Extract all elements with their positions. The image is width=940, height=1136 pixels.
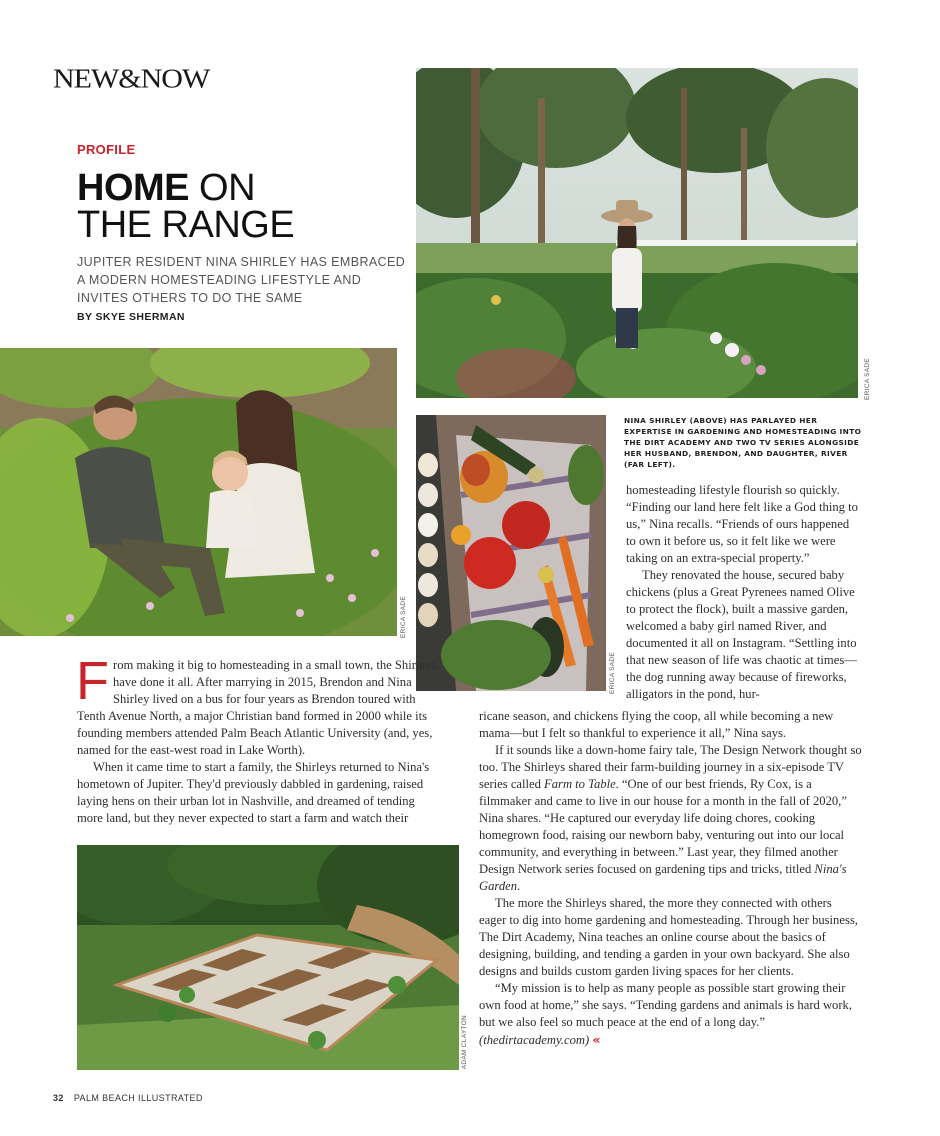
right-column-narrow: [626, 482, 862, 703]
page-number: 32: [53, 1093, 64, 1103]
article-headline: [77, 167, 295, 246]
article-dek: JUPITER RESIDENT NINA SHIRLEY HAS EMBRACED A MODERN HOMESTEADING LIFESTYLE AND INVITES OTHERS TO DO THE SAME: [77, 255, 406, 305]
credit-top-right: ERICA SADE: [864, 358, 871, 401]
photo-produce: [416, 415, 606, 691]
photo-garden-aerial: [77, 845, 459, 1070]
body-paragraph-4-continued: ricane season, and chickens flying the coop, all while becoming a new mama—but I felt so thankful to experience it all,” Nina says.: [479, 709, 834, 740]
right-column-wide: [479, 708, 862, 1049]
show-title-farm-to-table: Farm to Table: [544, 777, 616, 791]
website-link[interactable]: (thedirtacademy.com): [479, 1033, 590, 1047]
drop-cap: F: [76, 651, 109, 711]
credit-produce: ERICA SADE: [609, 652, 616, 695]
photo-nina-garden-image: [416, 68, 858, 398]
headline-line2: THE RANGE: [77, 204, 295, 246]
show-title-ninas-garden: Nina's Garden: [479, 862, 847, 893]
article-kicker: PROFILE: [77, 142, 136, 157]
body-paragraph-6: The more the Shirleys shared, the more they connected with others eager to dig into home gardening and homesteading. Through her business, The Dirt Academy, Nina teaches an online course about the basics of designing, building, and tending a garden in your own backyard. She also designs and builds custom garden living spaces for her clients.: [479, 896, 858, 978]
photo-caption: NINA SHIRLEY (ABOVE) HAS PARLAYED HER EXPERTISE IN GARDENING AND HOMESTEADING INTO THE DIRT ACADEMY AND TWO TV SERIES ALONGSIDE HER HUSBAND, BRENDON, AND DAUGHTER, RIVER (FAR LEFT).: [624, 416, 862, 469]
body-paragraph-4: They renovated the house, secured baby chickens (plus a Great Pyrenees named Olive to protect the flock), built a massive garden, welcomed a baby girl named River, and documented it all on Instagram. “Settling into that new season of life was chaotic at times—the dog running away because of fireworks, alligators in the pond, hur-: [626, 568, 857, 701]
credit-garden: ADAM CLAYTON: [461, 1015, 468, 1070]
body-paragraph-5: If it sounds like a down-home fairy tale, The Design Network thought so too. The Shirleys shared their farm-building journey in a six-episode TV series called Farm to Table. “One of our best friends, Ry Cox, is a filmmaker and came to live in our house for a month in the fall of 2020,” Nina shares. “He captured our everyday life doing chores, cooking homegrown food, raising our newborn baby, venturing out into our local community, and everything in between.” Last year, they filmed another Design Network series focused on gardening tips and tricks, titled Nina's Garden.: [479, 743, 862, 893]
body-paragraph-3: homesteading lifestyle flourish so quickly. “Finding our land here felt like a God thing to us,” Nina recalls. “Friends of ours happened to own it before us, so it felt like we were taking on an extra-special property.”: [626, 483, 858, 565]
headline-bold: HOME: [77, 167, 189, 209]
body-paragraph-7: “My mission is to help as many people as possible start growing their own food at home,” she says. “Tending gardens and animals is hard work, but we also feel so much peace at the end of a long day.” (thedirtacademy.com) «: [479, 981, 852, 1047]
article-byline: BY SKYE SHERMAN: [77, 311, 185, 323]
left-column: [76, 651, 437, 827]
photo-nina-garden: [416, 68, 858, 398]
page-footer: [53, 1093, 203, 1103]
publication-name: PALM BEACH ILLUSTRATED: [73, 1093, 203, 1103]
photo-produce-image: [416, 415, 606, 691]
body-paragraph-1: From making it big to homesteading in a small town, the Shirleys have done it all. After marrying in 2015, Brendon and Nina Shirley lived on a bus for four years as Brendon toured with Tenth Avenue North, a major Christian band formed in 2000 while its founding members attended Palm Beach Atlantic University (and, yes, named for the east-west road in Lake Worth).: [76, 651, 437, 757]
photo-family-image: [0, 348, 397, 636]
end-mark-icon: «: [592, 1032, 601, 1047]
credit-family: ERICA SADE: [400, 596, 407, 639]
photo-family: [0, 348, 397, 636]
body-paragraph-2: When it came time to start a family, the Shirleys returned to Nina's hometown of Jupiter. They'd previously dabbled in gardening, raised laying hens on their urban lot in Nashville, and dreamed of tending more land, but they never expected to start a farm and watch their: [77, 760, 430, 825]
section-title: NEW&NOW: [53, 63, 210, 94]
headline-rest: ON: [189, 167, 256, 209]
photo-garden-aerial-image: [77, 845, 459, 1070]
